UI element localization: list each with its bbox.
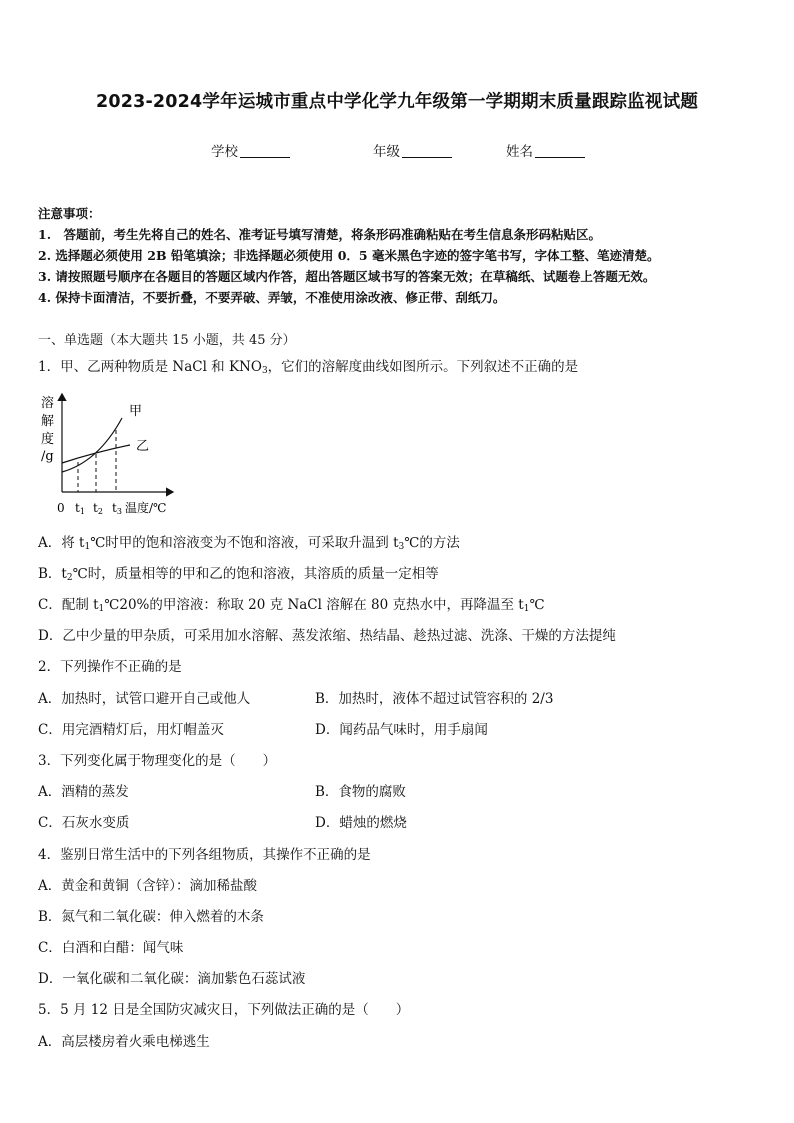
q3-option-c[interactable]: C．石灰水变质 (38, 815, 130, 831)
q4-option-d[interactable]: D．一氧化碳和二氧化碳：滴加紫色石蕊试液 (38, 971, 306, 987)
q4-option-a[interactable]: A．黄金和黄铜（含锌）：滴加稀盐酸 (38, 878, 257, 894)
notice-heading: 注意事项： (38, 206, 101, 221)
tick-t1: t1 (75, 501, 85, 516)
q2-option-c[interactable]: C．用完酒精灯后，用灯帽盖灭 (38, 722, 224, 738)
curve-jia (62, 418, 122, 472)
question-2-stem: 2．下列操作不正确的是 (38, 659, 182, 675)
question-3-stem: 3．下列变化属于物理变化的是（ ） (38, 753, 277, 769)
ylabel-char-3: 度 (41, 432, 55, 447)
question-4-stem: 4．鉴别日常生活中的下列各组物质，其操作不正确的是 (38, 847, 371, 863)
section-heading: 一、单选题（本大题共 15 小题，共 45 分） (38, 333, 296, 348)
ylabel-char-4: /g (41, 449, 54, 464)
school-field[interactable] (211, 140, 290, 160)
tick-t3: t3 (112, 501, 122, 516)
q4-option-b[interactable]: B．氮气和二氧化碳：伸入燃着的木条 (38, 909, 264, 925)
q2-option-a[interactable]: A．加热时，试管口避开自己或他人 (38, 691, 251, 707)
ylabel-char-2: 解 (41, 414, 55, 429)
q3-option-b[interactable]: B．食物的腐败 (315, 784, 406, 800)
q2-option-d[interactable]: D．闻药品气味时，用手扇闻 (315, 722, 488, 738)
origin-label: 0 (57, 501, 65, 515)
question-1-stem: 1．甲、乙两种物质是 NaCl 和 $KNO_3$，它们的溶解度曲线如图所示。下列叙述不正确的是 (38, 359, 579, 376)
q1-option-a[interactable]: A．将 $t_1℃$时甲的饱和溶液变为不饱和溶液，可采取升温到 $t_3℃$的方法 (38, 535, 460, 552)
page-title: 2023-2024学年运城市重点中学化学九年级第一学期期末质量跟踪监视试题 (95, 92, 699, 112)
name-blank[interactable] (535, 144, 585, 158)
name-field[interactable] (506, 140, 585, 160)
q1-option-c[interactable]: C．配制 $t_1℃20\%$的甲溶液：称取 20 克 NaCl 溶解在 80 克热水中，再降温至 $t_1℃$ (38, 597, 545, 614)
solubility-graph (36, 388, 196, 523)
q5-option-a[interactable]: A．高层楼房着火乘电梯逃生 (38, 1034, 210, 1050)
notice-item-2: 2. 选择题必须使用 2B 铅笔填涂；非选择题必须使用 0．5 毫米黑色字迹的签字笔书写，字体工整、笔迹清楚。 (38, 248, 660, 263)
notice-item-4: 4. 保持卡面清洁，不要折叠，不要弄破、弄皱，不准使用涂改液、修正带、刮纸刀。 (38, 290, 506, 305)
grade-label: 年级 (373, 144, 400, 160)
q4-option-c[interactable]: C．白酒和白醋：闻气味 (38, 940, 184, 956)
notice-item-1: 1. 答题前，考生先将自己的姓名、准考证号填写清楚，将条形码准确粘贴在考生信息条形码粘贴区。 (38, 227, 602, 242)
label-jia: 甲 (129, 404, 143, 419)
q3-option-a[interactable]: A．酒精的蒸发 (38, 784, 129, 800)
q2-option-b[interactable]: B．加热时，液体不超过试管容积的 2/3 (315, 691, 554, 707)
school-blank[interactable] (240, 144, 290, 158)
notice-item-3: 3. 请按照题号顺序在各题目的答题区域内作答，超出答题区域书写的答案无效；在草稿纸、试题卷上答题无效。 (38, 269, 656, 284)
ylabel-char-1: 溶 (41, 396, 55, 411)
grade-field[interactable] (373, 140, 452, 160)
q3-option-d[interactable]: D．蜡烛的燃烧 (315, 815, 407, 831)
grade-blank[interactable] (402, 144, 452, 158)
x-axis-label: 温度/℃ (125, 501, 167, 515)
q1-option-b[interactable]: B．$t_2℃$时，质量相等的甲和乙的饱和溶液，其溶质的质量一定相等 (38, 566, 439, 583)
question-5-stem: 5．5 月 12 日是全国防灾减灾日，下列做法正确的是（ ） (38, 1002, 410, 1018)
tick-t2: t2 (93, 501, 103, 516)
name-label: 姓名 (506, 144, 533, 160)
school-label: 学校 (211, 144, 238, 160)
q1-option-d[interactable]: D．乙中少量的甲杂质，可采用加水溶解、蒸发浓缩、热结晶、趁热过滤、洗涤、干燥的方法提纯 (38, 628, 616, 644)
label-yi: 乙 (136, 439, 150, 454)
